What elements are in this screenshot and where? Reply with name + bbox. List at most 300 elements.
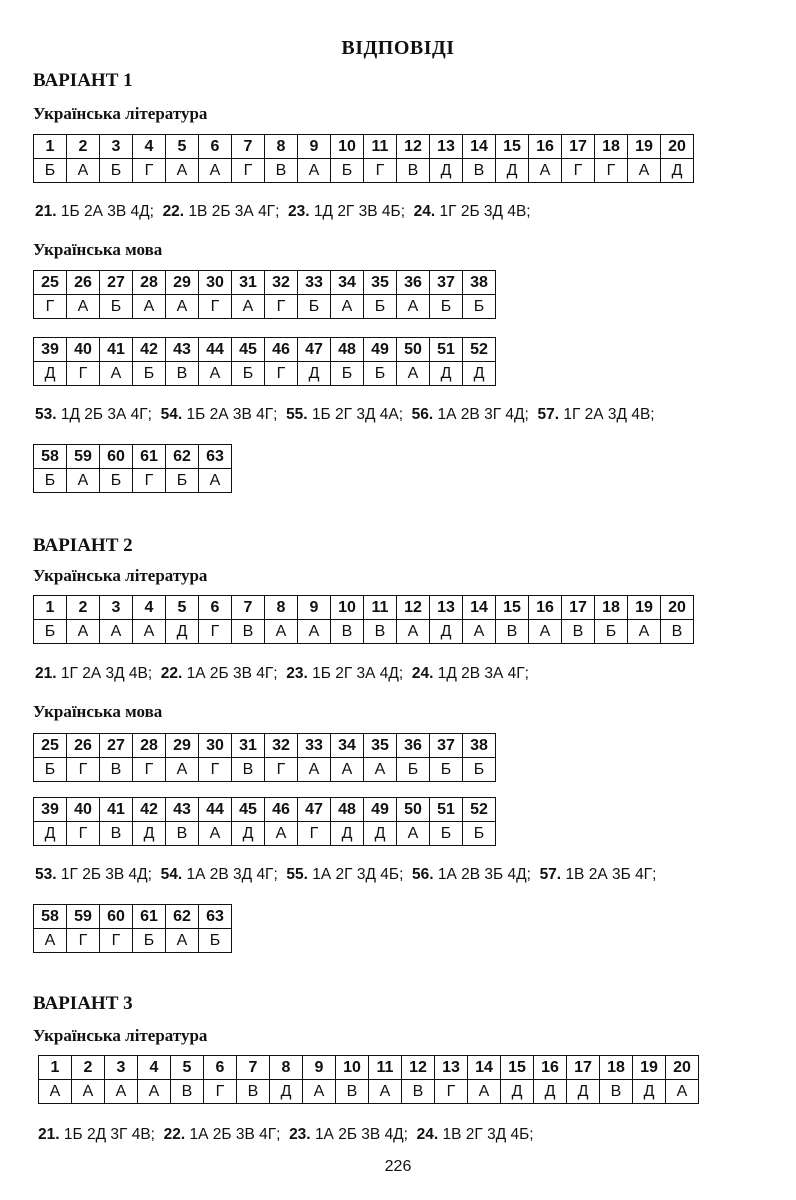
question-number-cell: 27 bbox=[100, 271, 133, 295]
question-number-cell: 6 bbox=[199, 135, 232, 159]
question-number-cell: 1 bbox=[34, 596, 67, 620]
variant-1-heading: ВАРІАНТ 1 bbox=[33, 70, 133, 91]
matching-question-number: 22. bbox=[162, 203, 185, 220]
matching-question-number: 22. bbox=[163, 1126, 186, 1143]
question-number-cell: 51 bbox=[430, 338, 463, 362]
answer-cell: Д bbox=[298, 362, 331, 386]
answer-cell: Д bbox=[34, 362, 67, 386]
answer-cell: А bbox=[166, 159, 199, 183]
question-number-cell: 19 bbox=[633, 1056, 666, 1080]
question-number-cell: 30 bbox=[199, 734, 232, 758]
question-number-cell: 26 bbox=[67, 271, 100, 295]
question-number-cell: 1 bbox=[39, 1056, 72, 1080]
answer-cell: Д bbox=[496, 159, 529, 183]
answer-cell: Д bbox=[633, 1080, 666, 1104]
answer-cell: Б bbox=[34, 620, 67, 644]
matching-question-number: 21. bbox=[35, 665, 57, 682]
question-number-cell: 63 bbox=[199, 905, 232, 929]
answer-cell: Г bbox=[232, 159, 265, 183]
question-number-cell: 49 bbox=[364, 338, 397, 362]
answer-cell: Г bbox=[199, 758, 232, 782]
question-number-cell: 45 bbox=[232, 338, 265, 362]
question-number-cell: 7 bbox=[232, 135, 265, 159]
matching-question-number: 23. bbox=[288, 203, 310, 220]
question-number-cell: 19 bbox=[628, 596, 661, 620]
question-number-cell: 4 bbox=[138, 1056, 171, 1080]
question-number-cell: 25 bbox=[34, 734, 67, 758]
question-number-cell: 33 bbox=[298, 734, 331, 758]
answer-cell: А bbox=[303, 1080, 336, 1104]
answer-cell: А bbox=[39, 1080, 72, 1104]
matching-answer: 1Г 2А 3Д 4В; bbox=[60, 665, 153, 682]
question-number-cell: 11 bbox=[369, 1056, 402, 1080]
answer-cell: В bbox=[232, 620, 265, 644]
variant-3-heading: ВАРІАНТ 3 bbox=[33, 993, 133, 1014]
variant-2-language-table-2 bbox=[33, 797, 496, 846]
question-number-cell: 42 bbox=[133, 798, 166, 822]
question-number-cell: 16 bbox=[529, 596, 562, 620]
question-number-cell: 60 bbox=[100, 445, 133, 469]
matching-answer: 1Д 2Г 3В 4Б; bbox=[313, 203, 405, 220]
answer-cell: А bbox=[100, 362, 133, 386]
variant-2-literature-matching bbox=[35, 665, 533, 683]
question-number-cell: 38 bbox=[463, 271, 496, 295]
question-number-cell: 50 bbox=[397, 798, 430, 822]
variant-1-literature-label: Українська література bbox=[33, 104, 208, 123]
question-number-cell: 47 bbox=[298, 798, 331, 822]
matching-question-number: 23. bbox=[289, 1126, 311, 1143]
answer-cell: В bbox=[232, 758, 265, 782]
question-number-cell: 42 bbox=[133, 338, 166, 362]
matching-question-number: 53. bbox=[35, 866, 57, 883]
question-number-cell: 37 bbox=[430, 734, 463, 758]
matching-answer: 1А 2В 3Б 4Д; bbox=[437, 866, 531, 883]
question-number-cell: 11 bbox=[364, 135, 397, 159]
matching-question-number: 21. bbox=[38, 1126, 60, 1143]
answer-cell: А bbox=[67, 469, 100, 493]
answer-cell: А bbox=[199, 822, 232, 846]
question-number-cell: 6 bbox=[204, 1056, 237, 1080]
question-number-cell: 18 bbox=[600, 1056, 633, 1080]
answer-cell: Д bbox=[34, 822, 67, 846]
answer-cell: Д bbox=[430, 159, 463, 183]
answer-cell: А bbox=[166, 929, 199, 953]
variant-2-final-table bbox=[33, 904, 232, 953]
answer-cell: А bbox=[628, 159, 661, 183]
question-number-cell: 17 bbox=[562, 135, 595, 159]
answer-cell: Б bbox=[463, 822, 496, 846]
question-number-cell: 46 bbox=[265, 338, 298, 362]
matching-question-number: 21. bbox=[35, 203, 57, 220]
answer-cell: Г bbox=[67, 822, 100, 846]
matching-question-number: 22. bbox=[160, 665, 183, 682]
answer-cell: Д bbox=[133, 822, 166, 846]
matching-answer: 1Б 2Д 3Г 4В; bbox=[63, 1126, 155, 1143]
answer-cell: Г bbox=[595, 159, 628, 183]
answer-cell: Б bbox=[34, 469, 67, 493]
question-number-cell: 27 bbox=[100, 734, 133, 758]
question-number-cell: 39 bbox=[34, 338, 67, 362]
answer-cell: В bbox=[100, 822, 133, 846]
matching-question-number: 24. bbox=[416, 1126, 439, 1143]
question-number-cell: 2 bbox=[67, 596, 100, 620]
matching-question-number: 24. bbox=[411, 665, 434, 682]
matching-answer: 1В 2Г 3Д 4Б; bbox=[442, 1126, 534, 1143]
answer-cell: Б bbox=[430, 822, 463, 846]
question-number-cell: 13 bbox=[430, 596, 463, 620]
question-number-cell: 3 bbox=[100, 596, 133, 620]
answer-cell: А bbox=[666, 1080, 699, 1104]
question-number-cell: 59 bbox=[67, 905, 100, 929]
answer-cell: Б bbox=[430, 758, 463, 782]
answer-cell: Г bbox=[199, 620, 232, 644]
answer-cell: А bbox=[67, 159, 100, 183]
question-number-cell: 58 bbox=[34, 445, 67, 469]
answer-cell: Г bbox=[562, 159, 595, 183]
answer-cell: Б bbox=[298, 295, 331, 319]
answer-cell: А bbox=[138, 1080, 171, 1104]
answer-cell: А bbox=[100, 620, 133, 644]
answer-cell: А bbox=[463, 620, 496, 644]
answer-cell: А bbox=[166, 758, 199, 782]
answer-cell: А bbox=[298, 159, 331, 183]
answer-cell: Б bbox=[331, 159, 364, 183]
question-number-cell: 49 bbox=[364, 798, 397, 822]
question-number-cell: 38 bbox=[463, 734, 496, 758]
answer-cell: А bbox=[199, 469, 232, 493]
matching-answer: 1А 2В 3Г 4Д; bbox=[437, 406, 529, 423]
answer-cell: В bbox=[166, 362, 199, 386]
answer-cell: Б bbox=[133, 929, 166, 953]
question-number-cell: 52 bbox=[463, 338, 496, 362]
variant-2-language-label: Українська мова bbox=[33, 702, 163, 721]
question-number-cell: 39 bbox=[34, 798, 67, 822]
matching-answer: 1Г 2Б 3Д 4В; bbox=[439, 203, 531, 220]
answer-cell: Б bbox=[463, 295, 496, 319]
question-number-cell: 51 bbox=[430, 798, 463, 822]
question-number-cell: 5 bbox=[166, 135, 199, 159]
variant-2-language-matching bbox=[35, 866, 661, 884]
question-number-cell: 29 bbox=[166, 734, 199, 758]
question-number-cell: 8 bbox=[265, 135, 298, 159]
question-number-cell: 5 bbox=[171, 1056, 204, 1080]
matching-answer: 1Б 2Г 3Д 4А; bbox=[311, 406, 404, 423]
answer-cell: Б bbox=[133, 362, 166, 386]
matching-answer: 1Д 2Б 3А 4Г; bbox=[60, 406, 152, 423]
question-number-cell: 12 bbox=[397, 135, 430, 159]
answer-cell: Б bbox=[364, 362, 397, 386]
answer-cell: А bbox=[34, 929, 67, 953]
question-number-cell: 28 bbox=[133, 734, 166, 758]
question-number-cell: 26 bbox=[67, 734, 100, 758]
answer-cell: Г bbox=[204, 1080, 237, 1104]
answer-cell: А bbox=[72, 1080, 105, 1104]
matching-answer: 1А 2Б 3В 4Г; bbox=[189, 1126, 281, 1143]
variant-3-literature-label: Українська література bbox=[33, 1026, 208, 1045]
question-number-cell: 31 bbox=[232, 271, 265, 295]
variant-3-literature-matching bbox=[38, 1126, 538, 1144]
answer-cell: Г bbox=[34, 295, 67, 319]
question-number-cell: 34 bbox=[331, 734, 364, 758]
question-number-cell: 9 bbox=[298, 596, 331, 620]
question-number-cell: 12 bbox=[397, 596, 430, 620]
question-number-cell: 35 bbox=[364, 734, 397, 758]
question-number-cell: 18 bbox=[595, 135, 628, 159]
answer-cell: Г bbox=[100, 929, 133, 953]
answer-cell: А bbox=[298, 620, 331, 644]
matching-question-number: 57. bbox=[537, 406, 560, 423]
answer-cell: А bbox=[232, 295, 265, 319]
question-number-cell: 43 bbox=[166, 798, 199, 822]
question-number-cell: 62 bbox=[166, 905, 199, 929]
question-number-cell: 2 bbox=[72, 1056, 105, 1080]
question-number-cell: 44 bbox=[199, 338, 232, 362]
question-number-cell: 50 bbox=[397, 338, 430, 362]
matching-question-number: 56. bbox=[411, 406, 434, 423]
question-number-cell: 2 bbox=[67, 135, 100, 159]
variant-1-literature-table bbox=[33, 134, 694, 183]
question-number-cell: 19 bbox=[628, 135, 661, 159]
answer-cell: Б bbox=[331, 362, 364, 386]
answer-cell: В bbox=[237, 1080, 270, 1104]
answer-cell: А bbox=[166, 295, 199, 319]
matching-answer: 1А 2Г 3Д 4Б; bbox=[312, 866, 404, 883]
answer-cell: Б bbox=[232, 362, 265, 386]
answer-cell: Б bbox=[364, 295, 397, 319]
answer-cell: Г bbox=[298, 822, 331, 846]
question-number-cell: 20 bbox=[661, 135, 694, 159]
question-number-cell: 36 bbox=[397, 271, 430, 295]
matching-answer: 1В 2А 3Б 4Г; bbox=[565, 866, 657, 883]
answer-cell: В bbox=[496, 620, 529, 644]
answer-cell: Б bbox=[463, 758, 496, 782]
answer-cell: А bbox=[199, 362, 232, 386]
question-number-cell: 63 bbox=[199, 445, 232, 469]
question-number-cell: 59 bbox=[67, 445, 100, 469]
answer-cell: А bbox=[265, 620, 298, 644]
answer-cell: Г bbox=[133, 469, 166, 493]
question-number-cell: 12 bbox=[402, 1056, 435, 1080]
answer-cell: Г bbox=[133, 159, 166, 183]
answer-cell: Б bbox=[100, 159, 133, 183]
question-number-cell: 16 bbox=[529, 135, 562, 159]
question-number-cell: 48 bbox=[331, 338, 364, 362]
question-number-cell: 31 bbox=[232, 734, 265, 758]
question-number-cell: 10 bbox=[336, 1056, 369, 1080]
question-number-cell: 6 bbox=[199, 596, 232, 620]
question-number-cell: 17 bbox=[567, 1056, 600, 1080]
variant-2-literature-label: Українська література bbox=[33, 566, 208, 585]
answer-cell: А bbox=[364, 758, 397, 782]
answer-cell: В bbox=[331, 620, 364, 644]
answer-cell: А bbox=[105, 1080, 138, 1104]
matching-question-number: 54. bbox=[160, 866, 183, 883]
question-number-cell: 13 bbox=[435, 1056, 468, 1080]
page-number: 226 bbox=[384, 1158, 412, 1175]
answer-cell: Д bbox=[270, 1080, 303, 1104]
answer-cell: В bbox=[402, 1080, 435, 1104]
answer-cell: Б bbox=[34, 758, 67, 782]
matching-question-number: 24. bbox=[413, 203, 436, 220]
answer-cell: А bbox=[67, 620, 100, 644]
question-number-cell: 18 bbox=[595, 596, 628, 620]
answer-cell: Б bbox=[100, 295, 133, 319]
answer-cell: Г bbox=[265, 295, 298, 319]
answer-cell: А bbox=[133, 620, 166, 644]
answer-cell: А bbox=[628, 620, 661, 644]
answer-cell: А bbox=[397, 822, 430, 846]
question-number-cell: 48 bbox=[331, 798, 364, 822]
question-number-cell: 15 bbox=[501, 1056, 534, 1080]
question-number-cell: 35 bbox=[364, 271, 397, 295]
answer-cell: В bbox=[661, 620, 694, 644]
matching-question-number: 55. bbox=[286, 406, 308, 423]
question-number-cell: 11 bbox=[364, 596, 397, 620]
answer-cell: Г bbox=[265, 758, 298, 782]
question-number-cell: 3 bbox=[105, 1056, 138, 1080]
answer-cell: А bbox=[265, 822, 298, 846]
question-number-cell: 61 bbox=[133, 905, 166, 929]
question-number-cell: 61 bbox=[133, 445, 166, 469]
answer-cell: Г bbox=[265, 362, 298, 386]
question-number-cell: 34 bbox=[331, 271, 364, 295]
question-number-cell: 46 bbox=[265, 798, 298, 822]
matching-answer: 1А 2Б 3В 4Д; bbox=[314, 1126, 408, 1143]
answer-cell: В bbox=[397, 159, 430, 183]
variant-1-language-label: Українська мова bbox=[33, 240, 163, 259]
answer-cell: В bbox=[364, 620, 397, 644]
answer-cell: Г bbox=[133, 758, 166, 782]
answer-cell: А bbox=[331, 295, 364, 319]
answer-cell: А bbox=[331, 758, 364, 782]
question-number-cell: 16 bbox=[534, 1056, 567, 1080]
answer-cell: А bbox=[397, 620, 430, 644]
answer-cell: Д bbox=[430, 362, 463, 386]
variant-2-literature-table bbox=[33, 595, 694, 644]
answer-cell: В bbox=[463, 159, 496, 183]
variant-3-literature-table bbox=[38, 1055, 699, 1104]
matching-answer: 1А 2Б 3В 4Г; bbox=[186, 665, 278, 682]
matching-answer: 1Б 2А 3В 4Г; bbox=[186, 406, 278, 423]
matching-question-number: 56. bbox=[412, 866, 434, 883]
question-number-cell: 10 bbox=[331, 135, 364, 159]
answer-cell: Г bbox=[435, 1080, 468, 1104]
question-number-cell: 44 bbox=[199, 798, 232, 822]
variant-2-heading: ВАРІАНТ 2 bbox=[33, 535, 133, 556]
question-number-cell: 1 bbox=[34, 135, 67, 159]
answer-cell: А bbox=[133, 295, 166, 319]
matching-question-number: 55. bbox=[286, 866, 308, 883]
answer-cell: В bbox=[336, 1080, 369, 1104]
answer-cell: Г bbox=[199, 295, 232, 319]
question-number-cell: 14 bbox=[468, 1056, 501, 1080]
question-number-cell: 40 bbox=[67, 338, 100, 362]
answer-cell: Б bbox=[166, 469, 199, 493]
matching-question-number: 54. bbox=[160, 406, 183, 423]
question-number-cell: 4 bbox=[133, 135, 166, 159]
answer-cell: Б bbox=[34, 159, 67, 183]
question-number-cell: 40 bbox=[67, 798, 100, 822]
variant-1-final-table bbox=[33, 444, 232, 493]
answer-cell: В bbox=[171, 1080, 204, 1104]
answer-cell: В bbox=[265, 159, 298, 183]
question-number-cell: 5 bbox=[166, 596, 199, 620]
question-number-cell: 8 bbox=[270, 1056, 303, 1080]
answer-cell: Д bbox=[331, 822, 364, 846]
matching-answer: 1А 2В 3Д 4Г; bbox=[186, 866, 278, 883]
question-number-cell: 3 bbox=[100, 135, 133, 159]
answer-cell: Г bbox=[67, 929, 100, 953]
answer-cell: Б bbox=[430, 295, 463, 319]
question-number-cell: 9 bbox=[303, 1056, 336, 1080]
question-number-cell: 8 bbox=[265, 596, 298, 620]
question-number-cell: 20 bbox=[666, 1056, 699, 1080]
question-number-cell: 52 bbox=[463, 798, 496, 822]
question-number-cell: 43 bbox=[166, 338, 199, 362]
question-number-cell: 29 bbox=[166, 271, 199, 295]
matching-question-number: 53. bbox=[35, 406, 57, 423]
matching-answer: 1Г 2А 3Д 4В; bbox=[563, 406, 655, 423]
answer-cell: Д bbox=[364, 822, 397, 846]
answer-cell: В bbox=[600, 1080, 633, 1104]
answer-cell: Д bbox=[661, 159, 694, 183]
answer-cell: Д bbox=[166, 620, 199, 644]
page-title: ВІДПОВІДІ bbox=[341, 37, 455, 59]
matching-answer: 1Д 2В 3А 4Г; bbox=[437, 665, 529, 682]
answer-cell: А bbox=[529, 159, 562, 183]
question-number-cell: 20 bbox=[661, 596, 694, 620]
answer-cell: Д bbox=[430, 620, 463, 644]
answer-cell: А bbox=[67, 295, 100, 319]
answer-cell: Д bbox=[232, 822, 265, 846]
question-number-cell: 7 bbox=[232, 596, 265, 620]
answer-cell: В bbox=[166, 822, 199, 846]
matching-answer: 1Г 2Б 3В 4Д; bbox=[60, 866, 152, 883]
answer-cell: Б bbox=[199, 929, 232, 953]
answer-cell: А bbox=[397, 362, 430, 386]
variant-1-language-matching bbox=[35, 406, 659, 424]
variant-1-language-table-1 bbox=[33, 270, 496, 319]
question-number-cell: 41 bbox=[100, 338, 133, 362]
answer-cell: Д bbox=[567, 1080, 600, 1104]
answer-cell: А bbox=[199, 159, 232, 183]
question-number-cell: 10 bbox=[331, 596, 364, 620]
question-number-cell: 30 bbox=[199, 271, 232, 295]
question-number-cell: 14 bbox=[463, 596, 496, 620]
answer-cell: Б bbox=[100, 469, 133, 493]
question-number-cell: 15 bbox=[496, 135, 529, 159]
question-number-cell: 28 bbox=[133, 271, 166, 295]
question-number-cell: 32 bbox=[265, 271, 298, 295]
answer-cell: Д bbox=[463, 362, 496, 386]
answer-cell: Д bbox=[534, 1080, 567, 1104]
answer-cell: В bbox=[562, 620, 595, 644]
matching-answer: 1Б 2А 3В 4Д; bbox=[60, 203, 154, 220]
question-number-cell: 47 bbox=[298, 338, 331, 362]
answer-cell: Б bbox=[595, 620, 628, 644]
question-number-cell: 41 bbox=[100, 798, 133, 822]
question-number-cell: 45 bbox=[232, 798, 265, 822]
question-number-cell: 4 bbox=[133, 596, 166, 620]
question-number-cell: 9 bbox=[298, 135, 331, 159]
matching-question-number: 23. bbox=[286, 665, 308, 682]
matching-answer: 1Б 2Г 3А 4Д; bbox=[312, 665, 404, 682]
question-number-cell: 33 bbox=[298, 271, 331, 295]
answer-cell: Б bbox=[397, 758, 430, 782]
question-number-cell: 13 bbox=[430, 135, 463, 159]
question-number-cell: 62 bbox=[166, 445, 199, 469]
question-number-cell: 60 bbox=[100, 905, 133, 929]
